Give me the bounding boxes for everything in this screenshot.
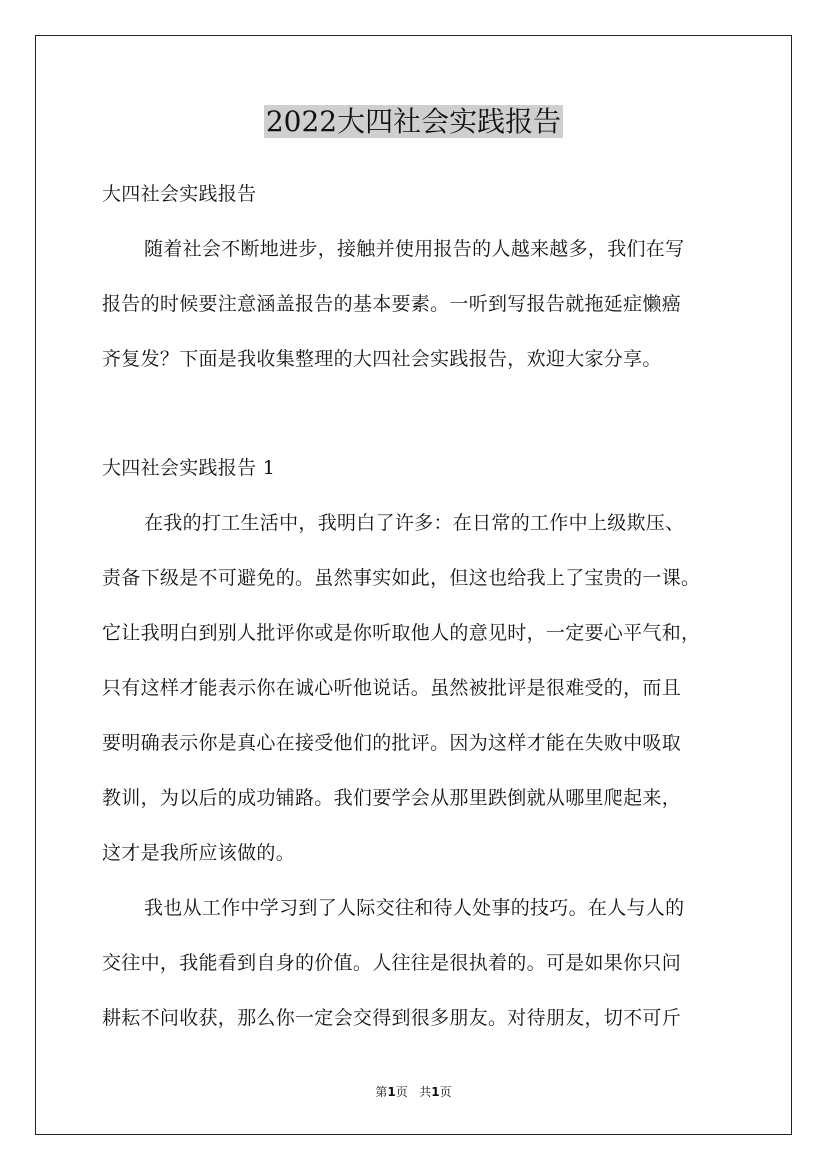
paragraph2-line: 我也从工作中学习到了人际交往和待人处事的技巧。在人与人的 bbox=[144, 897, 685, 919]
intro-line: 报告的时候要注意涵盖报告的基本要素。一听到写报告就拖延症懒癌 bbox=[102, 293, 682, 315]
paragraph1-line: 教训，为以后的成功铺路。我们要学会从那里跌倒就从哪里爬起来， bbox=[102, 787, 682, 809]
paragraph1-line: 在我的打工生活中，我明白了许多：在日常的工作中上级欺压、 bbox=[144, 512, 685, 534]
paragraph1-line: 要明确表示你是真心在接受他们的批评。因为这样才能在失败中吸取 bbox=[102, 732, 682, 754]
page-prefix: 第 bbox=[375, 1085, 388, 1099]
subtitle: 大四社会实践报告 bbox=[102, 183, 257, 205]
total-prefix: 共 bbox=[419, 1085, 432, 1099]
page-total: 1 bbox=[431, 1085, 440, 1099]
paragraph1-line: 只有这样才能表示你在诚心听他说话。虽然被批评是很难受的，而且 bbox=[102, 677, 682, 699]
blank-line bbox=[102, 390, 732, 444]
page-current: 1 bbox=[387, 1085, 396, 1099]
document-title bbox=[0, 100, 827, 144]
document-title-text: 2022大四社会实践报告 bbox=[265, 105, 562, 138]
total-label: 页 bbox=[439, 1085, 452, 1099]
paragraph2-line: 耕耘不问收获，那么你一定会交得到很多朋友。对待朋友，切不可斤 bbox=[102, 1007, 682, 1029]
intro-line: 齐复发？下面是我收集整理的大四社会实践报告，欢迎大家分享。 bbox=[102, 348, 662, 370]
paragraph1-line: 这才是我所应该做的。 bbox=[102, 842, 296, 864]
document-body bbox=[102, 170, 732, 1049]
section-heading: 大四社会实践报告 1 bbox=[102, 457, 276, 479]
page-footer bbox=[0, 1083, 827, 1101]
paragraph1-line: 责备下级是不可避免的。虽然事实如此，但这也给我上了宝贵的一课。 bbox=[102, 567, 701, 589]
intro-line: 随着社会不断地进步，接触并使用报告的人越来越多，我们在写 bbox=[144, 238, 685, 260]
paragraph1-line: 它让我明白到别人批评你或是你听取他人的意见时，一定要心平气和， bbox=[102, 622, 701, 644]
paragraph2-line: 交往中，我能看到自身的价值。人往往是很执着的。可是如果你只问 bbox=[102, 952, 682, 974]
page-label: 页 bbox=[395, 1085, 408, 1099]
